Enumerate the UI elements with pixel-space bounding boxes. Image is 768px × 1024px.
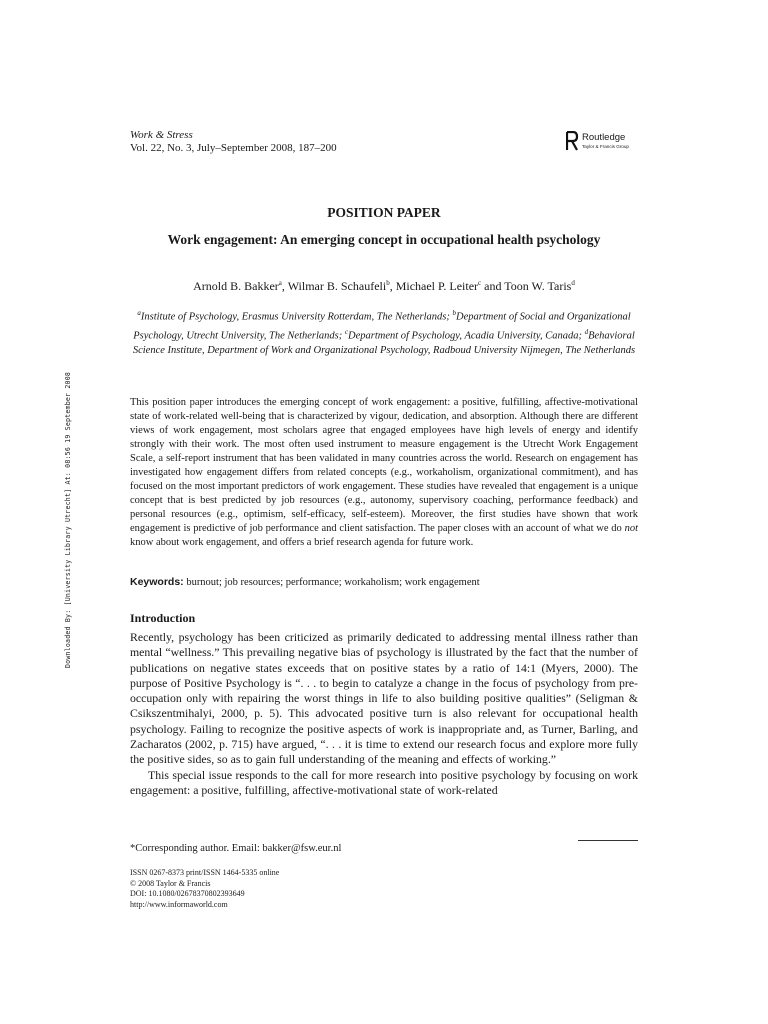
affiliations xyxy=(130,306,638,359)
publisher-url[interactable]: http://www.informaworld.com xyxy=(130,899,228,909)
corresponding-author-footnote: *Corresponding author. Email: bakker@fsw.eur.nl xyxy=(130,843,342,854)
paragraph: This special issue responds to the call for more research into positive psychology by focusing on work engagement: a positive, fulfilling, affective-motivational state of work-related xyxy=(130,767,638,797)
body-text xyxy=(130,630,638,798)
affiliation-text: Institute of Psychology, Erasmus University Rotterdam, The Netherlands; xyxy=(140,311,453,323)
author-name: Wilmar B. Schaufeli xyxy=(287,279,387,293)
affiliation-mark: b xyxy=(452,309,457,317)
author-name: Michael P. Leiter xyxy=(395,279,479,293)
affiliation-mark: d xyxy=(584,328,589,336)
affiliation-text: Behavioral Science Institute, Department of Work and Organizational Psychology, Radboud University Nijmegen, The Netherlands xyxy=(132,330,636,356)
author-mark: b xyxy=(386,279,390,287)
journal-issue: Vol. 22, No. 3, July–September 2008, 187–200 xyxy=(130,142,337,154)
keywords-label: Keywords: xyxy=(130,576,184,588)
footnote-rule xyxy=(578,840,638,841)
author-list xyxy=(0,279,768,294)
journal-citation xyxy=(130,129,337,155)
section-heading: Introduction xyxy=(130,611,196,625)
journal-name: Work & Stress xyxy=(130,129,193,141)
author-mark: a xyxy=(278,279,282,287)
publisher-name: Routledge xyxy=(582,132,626,143)
author-separator: , xyxy=(389,279,396,293)
affiliation-text: Department of Psychology, Acadia University, Canada; xyxy=(347,330,585,342)
issn: ISSN 0267-8373 print/ISSN 1464-5335 online xyxy=(130,868,280,877)
download-watermark: Downloaded By: [University Library Utrecht] At: 08:56 19 September 2008 xyxy=(64,371,72,668)
paper-title: Work engagement: An emerging concept in occupational health psychology xyxy=(167,232,601,247)
author-separator: , xyxy=(281,279,288,293)
author-name: Toon W. Taris xyxy=(504,279,572,293)
abstract-text: This position paper introduces the emerging concept of work engagement: a positive, fulfilling, affective-motivational state of work-related well-being that is characterized by vigour, dedication, and absorption. Although there are different views of work engagement, most scholars agree that engaged employees have high levels of energy and identify strongly with their work. The most often used instrument to measure engagement is the Utrecht Work Engagement Scale, a self-report instrument that has been validated in many countries across the world. Research on engagement has investigated how engagement differs from related concepts (e.g., workaholism, organizational commitment), and has focused on the most important predictors of work engagement. These studies have revealed that engagement is a unique concept that is best predicted by job resources (e.g., autonomy, supervisory coaching, performance feedback) and personal resources (e.g., optimism, self-efficacy, self-esteem). Moreover, the first studies have shown that work engagement is predictive of job performance and client satisfaction. The paper closes with an account of what we do xyxy=(130,397,638,534)
publisher-group: Taylor & Francis Group xyxy=(582,144,629,149)
routledge-logo-icon xyxy=(566,131,580,151)
publisher-logo xyxy=(566,131,638,153)
affiliation-text: Department of Social and Organizational Psychology, Utrecht University, The Netherlands; xyxy=(133,311,631,342)
author-name: Arnold B. Bakker xyxy=(193,279,279,293)
copyright: © 2008 Taylor & Francis xyxy=(130,878,211,888)
paragraph: Recently, psychology has been criticized as primarily dedicated to addressing mental illness rather than mental “wellness.” This prevailing negative bias of psychology is illustrated by the fact that the number of publications on negative states exceeds that on positive states by a ratio of 14:1 (Myers, 2000). The purpose of Positive Psychology is “. . . to begin to catalyze a change in the focus of psychology from pre-occupation only with repairing the worst things in life to also building positive qualities” (Seligman & Csikszentmihalyi, 2000, p. 5). This advocated positive turn is also relevant for occupational health psychology. Failing to recognize the positive aspects of work is inappropriate and, as Turner, Barling, and Zacharatos (2002, p. 715) have argued, “. . . it is time to extend our research focus and explore more fully the positive sides, so as to gain full understanding of the meaning and effects of working.” xyxy=(130,630,638,767)
affiliation-mark: c xyxy=(344,328,348,336)
section-kind: POSITION PAPER xyxy=(327,205,441,220)
publication-meta xyxy=(130,868,279,910)
abstract-emphasis: not xyxy=(624,523,638,534)
keywords-text: burnout; job resources; performance; workaholism; work engagement xyxy=(183,577,480,588)
author-separator: and xyxy=(481,279,505,293)
author-mark: c xyxy=(478,279,482,287)
abstract xyxy=(130,396,638,550)
abstract-text-end: know about work engagement, and offers a brief research agenda for future work. xyxy=(130,537,474,548)
affiliation-mark: a xyxy=(137,309,141,317)
doi: DOI: 10.1080/02678370802393649 xyxy=(130,889,245,898)
author-mark: d xyxy=(571,279,575,287)
keywords xyxy=(130,575,638,590)
